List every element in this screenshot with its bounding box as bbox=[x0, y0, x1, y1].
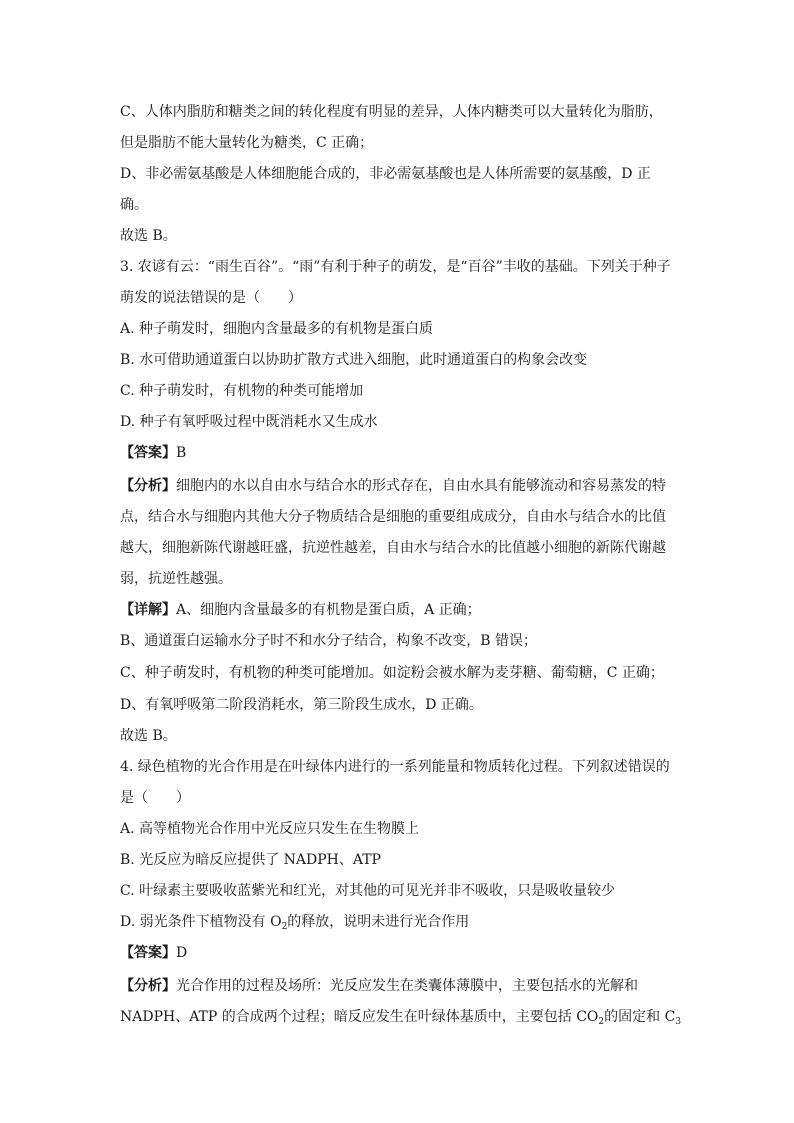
detail-line bbox=[120, 602, 481, 618]
question-4-stem: 是（ ） bbox=[120, 790, 190, 806]
text-line: B、通道蛋白运输水分子时不和水分子结合，构象不改变，B 错误； bbox=[120, 633, 538, 649]
analysis-text: 光合作用的过程及场所：光反应发生在类囊体薄膜中，主要包括水的光解和 bbox=[176, 978, 638, 994]
text-line: 确。 bbox=[120, 197, 148, 213]
question-3-stem: 萌发的说法错误的是（ ） bbox=[120, 290, 302, 306]
text-line: NADPH、ATP 的合成两个过程；暗反应发生在叶绿体基质中，主要包括 $CO_2$的固定和 $C_3$ bbox=[120, 1009, 682, 1027]
analysis-label: 【分析】 bbox=[120, 478, 176, 494]
answer-label: 【答案】 bbox=[120, 445, 176, 461]
option-b: B. 光反应为暗反应提供了 NADPH、ATP bbox=[120, 852, 381, 868]
answer-line bbox=[120, 445, 186, 461]
analysis-line bbox=[120, 978, 638, 994]
option-d: D. 弱光条件下植物没有 $O_2$的释放，说明未进行光合作用 bbox=[120, 914, 470, 932]
answer-value: B bbox=[176, 445, 187, 461]
text-line: D、有氧呼吸第二阶段消耗水，第三阶段生成水，D 正确。 bbox=[120, 697, 483, 713]
option-d: D. 种子有氧呼吸过程中既消耗水又生成水 bbox=[120, 414, 378, 430]
text-line: 故选 B。 bbox=[120, 228, 177, 244]
detail-text: A、细胞内含量最多的有机物是蛋白质，A 正确； bbox=[176, 602, 481, 618]
answer-label: 【答案】 bbox=[120, 945, 176, 961]
text-line: C、种子萌发时，有机物的种类可能增加。如淀粉会被水解为麦芽糖、葡萄糖，C 正确； bbox=[120, 665, 664, 681]
option-c: C. 叶绿素主要吸收蓝紫光和红光，对其他的可见光并非不吸收，只是吸收量较少 bbox=[120, 883, 616, 899]
analysis-text: 细胞内的水以自由水与结合水的形式存在，自由水具有能够流动和容易蒸发的特 bbox=[176, 478, 666, 494]
option-a: A. 高等植物光合作用中光反应只发生在生物膜上 bbox=[120, 821, 420, 837]
text-line: C、人体内脂肪和糖类之间的转化程度有明显的差异，人体内糖类可以大量转化为脂肪， bbox=[120, 104, 663, 120]
answer-value: D bbox=[176, 945, 188, 961]
answer-line bbox=[120, 945, 187, 961]
analysis-label: 【分析】 bbox=[120, 978, 176, 994]
option-b: B. 水可借助通道蛋白以协助扩散方式进入细胞，此时通道蛋白的构象会改变 bbox=[120, 352, 588, 368]
text-line: D、非必需氨基酸是人体细胞能合成的，非必需氨基酸也是人体所需要的氨基酸，D 正 bbox=[120, 166, 651, 182]
option-c: C. 种子萌发时，有机物的种类可能增加 bbox=[120, 383, 364, 399]
text-line: 但是脂肪不能大量转化为糖类，C 正确； bbox=[120, 135, 374, 151]
text-line: 弱，抗逆性越强。 bbox=[120, 571, 232, 587]
question-4-stem: 4. 绿色植物的光合作用是在叶绿体内进行的一系列能量和物质转化过程。下列叙述错误的 bbox=[120, 759, 670, 775]
analysis-line bbox=[120, 478, 666, 494]
text-line: 点，结合水与细胞内其他大分子物质结合是细胞的重要组成成分，自由水与结合水的比值 bbox=[120, 509, 666, 525]
text-line: 故选 B。 bbox=[120, 728, 177, 744]
detail-label: 【详解】 bbox=[120, 602, 176, 618]
text-line: 越大，细胞新陈代谢越旺盛，抗逆性越差，自由水与结合水的比值越小细胞的新陈代谢越 bbox=[120, 540, 666, 556]
option-a: A. 种子萌发时，细胞内含量最多的有机物是蛋白质 bbox=[120, 321, 434, 337]
question-3-stem: 3. 农谚有云：“雨生百谷”。“雨”有利于种子的萌发，是“百谷”丰收的基础。下列关于种子 bbox=[120, 259, 671, 275]
